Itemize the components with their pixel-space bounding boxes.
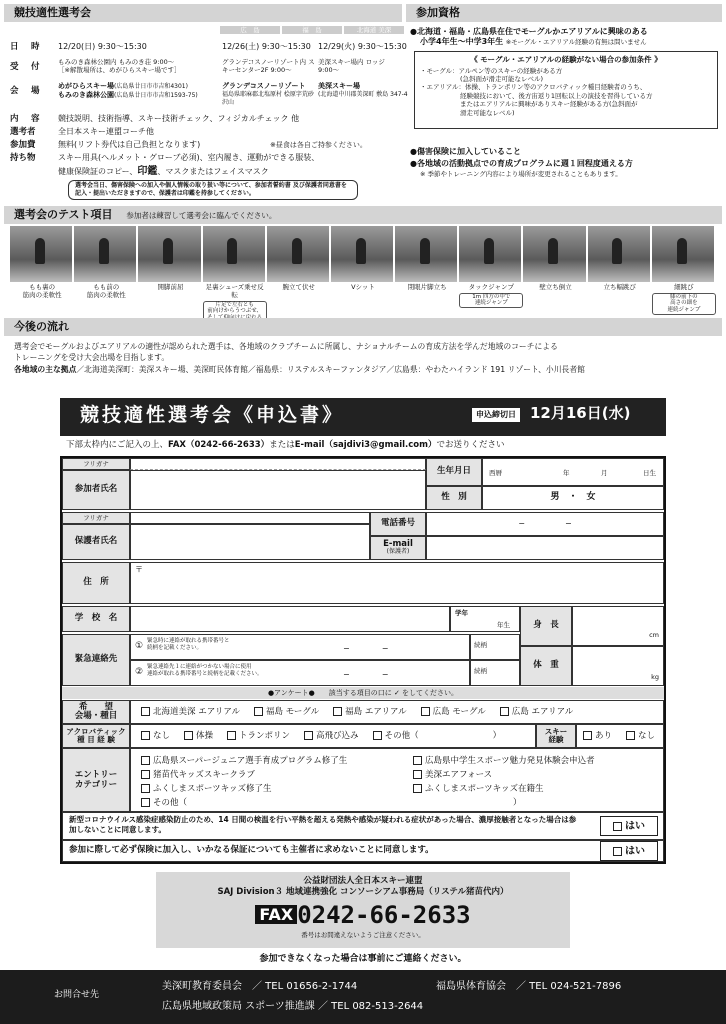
checkbox-label: 広島県スーパージュニア選手育成プログラム修了生: [153, 756, 348, 766]
checkbox-label: 猪苗代キッズスキークラブ: [153, 770, 255, 780]
test-caption: [652, 284, 716, 315]
fee-note: ※昼食は各自ご持参ください。: [270, 141, 367, 149]
checkbox[interactable]: [373, 731, 382, 740]
entry-options: [130, 748, 664, 812]
checkbox[interactable]: [413, 770, 422, 779]
fax-number: 0242-66-2633: [297, 901, 471, 930]
height-unit: cm: [649, 631, 659, 639]
acro-options: [130, 724, 536, 748]
eligibility: [410, 27, 722, 178]
test-label: もも裏の 筋肉の柔軟性: [22, 283, 62, 299]
test-label: 細跳び: [674, 283, 694, 291]
checkbox-label: 高飛び込み: [316, 731, 359, 741]
checkbox-label: 広島 モーグル: [432, 707, 486, 717]
sex-label: 性 別: [426, 486, 482, 510]
checkbox[interactable]: [141, 731, 150, 740]
test-label: Vシット: [351, 283, 375, 291]
fax-tag: FAX: [255, 905, 297, 924]
eligibility-note: ※モーグル・エアリアル経験の有無は問いません: [505, 38, 647, 47]
birth-field[interactable]: [482, 458, 664, 486]
birth-label: 生年月日: [426, 458, 482, 486]
checkbox-label: 福島 エアリアル: [345, 707, 407, 717]
instr-email[interactable]: E-mail（sajdivi3@gmail.com）: [294, 440, 437, 450]
checkbox-label: その他（: [384, 731, 419, 741]
test-caption: [267, 284, 331, 292]
test-sublabel: 膝の前下の 高さの細を 連続ジャンプ: [652, 293, 716, 315]
test-caption: [10, 284, 74, 300]
checkbox[interactable]: [304, 731, 313, 740]
checkbox-label: ふくしまスポーツキッズ修了生: [153, 784, 272, 794]
section-title-tests: [4, 206, 722, 224]
checkbox-option[interactable]: [227, 731, 290, 741]
tests-title: 選考会のテスト項目: [14, 208, 113, 221]
venue-header: 北海道 美深: [344, 26, 404, 34]
emergency-2-field[interactable]: [130, 660, 470, 686]
covid-checkbox[interactable]: [613, 822, 622, 831]
test-sublabel: 片足で左右とも 前向けからうつぶせ、: [203, 301, 267, 323]
bases-text: ／北海道美深町：美深スキー場、美深町民体育館／福島県：リステルスキーファンタジア／広島県：やわたハイランド 191 リゾート、小川長者館: [76, 364, 585, 374]
date-fukushima: 12/26(土) 9:30〜15:30: [222, 42, 311, 51]
org-box: [156, 872, 570, 948]
eligibility-2: ●傷害保険に加入していること: [410, 146, 521, 156]
year-label: 年: [563, 469, 570, 477]
address-field[interactable]: 〒: [130, 562, 664, 604]
condition-mogul-note: (急斜面が滑走可能なレベル): [460, 74, 544, 83]
checkbox-option[interactable]: [333, 707, 407, 717]
relation-label: 続柄: [474, 667, 487, 675]
condition-aerial-note: 滑走可能なレベル): [460, 108, 515, 117]
weight-unit: kg: [651, 673, 659, 681]
venue-address: (北海道中川郡美深町 敷島 347-4: [318, 91, 408, 99]
test-label: もも前の 筋肉の柔軟性: [86, 283, 126, 299]
fax-note: 番号はお間違えないようご注意ください。: [301, 931, 425, 940]
checkbox-option[interactable]: [421, 707, 486, 717]
email-field[interactable]: [426, 536, 664, 560]
date-hokkaido: 12/29(火) 9:30〜15:30: [318, 42, 407, 51]
em-number: ①: [135, 641, 144, 651]
em-number: ②: [135, 667, 144, 677]
test-caption: [74, 284, 138, 300]
month-label: 月: [601, 469, 608, 477]
venue-header: 福 島: [282, 26, 342, 34]
venue-name: もみのき森林公園: [58, 91, 114, 100]
deadline-label: 申込締切日: [472, 408, 520, 422]
test-label: 腕立て伏せ: [282, 283, 316, 291]
checkbox-option[interactable]: [141, 768, 347, 782]
checkbox-label: 美深エアフォース: [425, 770, 493, 780]
flow-text-1: 選考会でモーグルおよびエアリアルの適性が認められた選手は、各地域のクラブチームに所属し、ナショナルチームの育成方法を学んだ地域のコーチによる: [14, 342, 558, 351]
section-title-flow: 今後の流れ: [4, 318, 722, 336]
venue-address: (広島県廿日市市吉和1593-75): [114, 92, 198, 100]
org-office: SAJ Division３ 地域連携強化 コンソーシアム事務局（リステル猪苗代内）: [217, 887, 509, 898]
checkbox-label: なし: [638, 731, 656, 741]
checkbox[interactable]: [583, 731, 592, 740]
checkbox-option[interactable]: [254, 707, 319, 717]
checkbox-option[interactable]: [141, 754, 347, 768]
contact-hiroshima: 広島県地域政策局 スポーツ推進課 ／ TEL 082-513-2644: [162, 1001, 424, 1012]
items-note: 選考会当日、傷害保険への加入や個人情報の取り扱い等について、参加者誓約書 及び保護者同意書を記入・提出いただきますので、保護者は印鑑を持参してください。: [68, 180, 358, 200]
reception-text: もみのき森林公園内 もみのき荘 9:00〜: [58, 58, 175, 66]
survey-band: ●アンケート● 該当する項目の口に ✓ をしてください。: [62, 687, 664, 699]
checkbox-option[interactable]: [413, 754, 595, 768]
deadline-date: 12月16日(水): [530, 404, 631, 422]
section-title-eligibility: 参加資格: [406, 4, 722, 22]
grade-field[interactable]: [450, 606, 520, 632]
venue-address: (広島県廿日市市吉和4301): [114, 83, 188, 90]
furigana-label: フリガナ: [62, 512, 130, 524]
venue-name: 美深スキー場: [318, 82, 360, 90]
checkbox[interactable]: [254, 707, 263, 716]
em-dash: − −: [343, 670, 389, 679]
venue-hokkaido: [318, 82, 410, 99]
ski-label: スキー 経験: [536, 724, 576, 748]
conditions-title: 《 モーグル・エアリアルの経験がない場合の参加条件 》: [470, 54, 662, 64]
flow-text: [14, 341, 720, 375]
checkbox[interactable]: [333, 707, 342, 716]
venue-header: 広 島: [220, 26, 280, 34]
grade-unit: 年生: [497, 621, 510, 629]
checkbox[interactable]: [141, 784, 150, 793]
test-caption: [203, 284, 267, 322]
guardian-furigana-field[interactable]: [130, 512, 370, 524]
checkbox-option[interactable]: [184, 731, 213, 741]
condition-aerial-note: またはエアリアルに興味がありスキー経験がある方(急斜面が: [460, 100, 638, 109]
email-sub: (保護者): [386, 548, 410, 556]
guardian-name-field[interactable]: [130, 524, 370, 560]
venue-hiroshima: [58, 82, 223, 100]
paren-close: ）: [513, 798, 522, 808]
tests-note: 参加者は練習して選考会に臨んでください。: [126, 211, 277, 220]
em-note: 緊急時に連絡が取れる携帯番号と 続柄を記載ください。: [147, 638, 230, 652]
reception-hiroshima: [58, 58, 218, 75]
era-label: 西暦: [489, 469, 502, 477]
flow-text-2: トレーニングを受け大会出場を目指します。: [14, 353, 170, 363]
ski-options: [576, 724, 664, 748]
test-photo: [203, 226, 266, 282]
eligibility-3: ●各地域の活動拠点での育成プログラムに週１回程度通える方: [410, 159, 633, 169]
reception-label: 受 付: [10, 62, 42, 72]
checkbox[interactable]: [421, 707, 430, 716]
venue-name: グランデコスノーリゾート: [222, 82, 306, 90]
checkbox[interactable]: [141, 798, 150, 807]
guardian-name-label: 保護者氏名: [62, 524, 130, 560]
weight-field[interactable]: [572, 646, 664, 686]
emergency-1-field[interactable]: [130, 634, 470, 660]
checkbox-label: 福島 モーグル: [266, 707, 320, 717]
test-photo: [267, 226, 330, 282]
email-label: E-mail: [383, 539, 413, 550]
test-photo: [395, 226, 458, 282]
test-sublabel: 1m 四方の中で 連続ジャンプ: [459, 293, 523, 308]
address-label: 住 所: [62, 562, 130, 604]
condition-mogul: ・モーグル：アルペン等のスキーの経験がある方: [420, 66, 563, 75]
judge-text: 全日本スキー連盟コーチ他: [58, 127, 154, 136]
checkbox-option[interactable]: [413, 782, 595, 796]
height-field[interactable]: [572, 606, 664, 646]
test-caption: [331, 284, 395, 292]
test-photo: [523, 226, 586, 282]
eligibility-conditions: [414, 51, 718, 129]
test-photo: [138, 226, 201, 282]
relation-label: 続柄: [474, 641, 487, 649]
fee-label: 参加費: [10, 140, 36, 150]
yes-label: はい: [625, 845, 645, 857]
judge-label: 選考者: [10, 127, 36, 137]
school-field[interactable]: [130, 606, 450, 632]
covid-agreement: 新型コロナウイルス感染症感染防止のため、14 日間の検温を行い平熱を超える発熱や感染が疑われる症状があった場合、濃厚接触者となった場合は参加しないことに同意します。: [62, 812, 664, 840]
insurance-agreement: 参加に際して必ず保険に加入し、いかなる保証についても主催者に求めないことに同意します。: [62, 840, 664, 862]
checkbox[interactable]: [227, 731, 236, 740]
checkbox-label: 広島県中学生スポーツ魅力発見体験会申込者: [425, 756, 595, 766]
checkbox-option[interactable]: [304, 731, 359, 741]
instr-fax: FAX（0242-66-2633）: [168, 440, 270, 450]
checkbox[interactable]: [184, 731, 193, 740]
checkbox[interactable]: [141, 756, 150, 765]
form-title: 競技適性選考会《申込書》: [80, 404, 345, 426]
height-label: 身 長: [520, 606, 572, 646]
emergency-label: 緊急連絡先: [62, 634, 130, 686]
venue-fukushima: [222, 82, 318, 107]
participant-name-field[interactable]: [130, 470, 426, 510]
relation-1-field[interactable]: [470, 634, 520, 660]
checkbox-label: あり: [595, 731, 613, 741]
fee-text: 無料(リフト券代は自己負担となります): [58, 140, 201, 149]
checkbox-label: 広島 エアリアル: [511, 707, 574, 717]
checkbox-option[interactable]: [500, 707, 574, 717]
eligibility-grade: 小学4年生〜中学3年生: [420, 37, 504, 47]
test-label: タックジャンプ: [468, 283, 515, 291]
checkbox-option[interactable]: [373, 731, 419, 741]
test-photo: [652, 226, 715, 282]
condition-aerial-note: 経験競技において、後方宙返り1回転以上の演技を習得している方: [460, 91, 653, 100]
day-label: 日生: [643, 469, 656, 477]
cancel-note: 参加できなくなった場合は事前にご連絡ください。: [259, 954, 467, 964]
reception-hokkaido: 美深スキー場内 ロッジ 9:00〜: [318, 58, 385, 75]
checkbox-option[interactable]: [141, 731, 170, 741]
checkbox-option[interactable]: [413, 768, 595, 782]
checkbox-label: トランポリン: [239, 731, 291, 741]
entry-right-col: [413, 754, 595, 810]
checkbox-option[interactable]: [583, 731, 612, 741]
section-title-selection: 競技適性選考会: [4, 4, 402, 22]
weight-label: 体 重: [520, 646, 572, 686]
reception-fukushima: グランデコスノーリゾート内 スキーセンター2F 9:00〜: [222, 58, 315, 75]
venue-name: めがひらスキー場: [58, 82, 114, 90]
checkbox-option[interactable]: [141, 707, 240, 717]
entry-label: エントリー カテゴリー: [62, 748, 130, 812]
furigana-label: フリガナ: [62, 458, 130, 470]
checkbox[interactable]: [141, 707, 150, 716]
org-fax: [156, 900, 570, 931]
entry-left-col: [141, 754, 347, 810]
checkbox-label: なし: [153, 731, 171, 741]
email-label-box: [370, 536, 426, 560]
acro-label: アクロバティック 種 目 経 験: [62, 724, 130, 748]
contact-fukushima: 福島県体育協会 ／ TEL 024-521-7896: [436, 981, 622, 992]
test-photo: [10, 226, 73, 282]
reception-note: ［※解散場所は、めがひらスキー場です］: [58, 66, 181, 75]
school-label: 学 校 名: [62, 606, 130, 632]
content-text: 競技説明、技術指導、スキー技術チェック、フィジカルチェック 他: [58, 114, 300, 123]
test-label: 開脚前屈: [157, 283, 184, 291]
test-label: 壁立ち倒立: [539, 283, 572, 291]
phone-field[interactable]: − −: [426, 512, 664, 536]
checkbox-option[interactable]: [141, 782, 347, 796]
checkbox-label: ふくしまスポーツキッズ在籍生: [425, 784, 544, 794]
test-caption: [588, 284, 652, 292]
instr-text: でお送りください: [436, 440, 505, 450]
covid-yes-box[interactable]: [600, 816, 658, 836]
hope-label: 希 望 会場・種目: [62, 700, 130, 724]
test-caption: [395, 284, 459, 292]
checkbox-option[interactable]: [141, 796, 347, 810]
sex-field[interactable]: 男 ・ 女: [482, 486, 664, 510]
venue-address: 福島県耶麻郡北塩原村 桧原字荒砂沢山: [222, 91, 314, 106]
test-label: 閉眼片脚立ち: [407, 283, 447, 291]
participant-furigana-field[interactable]: [130, 458, 426, 470]
eligibility-1: ●北海道・福島・広島県在住でモーグルかエアリアルに興味のある: [410, 27, 648, 36]
test-photo: [331, 226, 394, 282]
hope-options: [130, 700, 664, 724]
paren-close: ）: [492, 731, 502, 741]
checkbox-option[interactable]: [626, 731, 655, 741]
items-label: 持ち物: [10, 153, 36, 163]
insurance-yes-box[interactable]: [600, 841, 658, 861]
form-header: [60, 398, 666, 436]
participant-name-label: 参加者氏名: [62, 470, 130, 510]
items-part: 健康保険証のコピー、: [58, 167, 138, 176]
test-caption: [523, 284, 587, 292]
checkbox[interactable]: [141, 770, 150, 779]
yes-label: はい: [625, 820, 645, 832]
em-note: 緊急連絡先１に連絡がつかない場合に使用 連絡が取れる携帯番号と続柄を記載ください。: [147, 664, 263, 678]
contact-footer: [0, 970, 726, 1024]
condition-aerial: ・エアリアル：体操、トランポリン等のアクロバティック種目経験者のうち、: [420, 83, 647, 92]
grade-label: 学年: [455, 609, 468, 617]
phone-label: 電話番号: [370, 512, 426, 536]
date-hiroshima: 12/20(日) 9:30〜15:30: [58, 42, 147, 51]
test-caption: [138, 284, 202, 292]
instr-text: 下部太枠内にご記入の上、: [66, 440, 169, 450]
checkbox-label: その他（: [153, 798, 188, 808]
checkbox[interactable]: [500, 707, 509, 716]
items-text-1: スキー用具(ヘルメット・グローブ必須)、室内履き、運動ができる服装、: [58, 153, 320, 162]
items-seal: 印鑑: [137, 166, 158, 177]
items-text-2: [58, 165, 269, 178]
test-label: 足裏シューズ乗せ反転: [205, 283, 264, 299]
instr-text: または: [269, 440, 295, 450]
relation-2-field[interactable]: [470, 660, 520, 686]
venue-label: 会 場: [10, 86, 42, 96]
contact-bifuka: 美深町教育委員会 ／ TEL 01656-2-1744: [162, 981, 358, 992]
test-photo: [588, 226, 651, 282]
checkbox[interactable]: [413, 784, 422, 793]
checkbox-label: 体操: [196, 731, 214, 741]
eligibility-3-note: ※ 季節やトレーニング内容により場所が変更されることもあります。: [420, 169, 622, 178]
date-label: 日 時: [10, 42, 42, 52]
checkbox-label: 北海道美深 エアリアル: [153, 707, 241, 717]
contact-label: お問合せ先: [54, 990, 100, 1000]
org-name: 公益財団法人全日本スキー連盟: [303, 876, 423, 886]
bases-label: 各地域の主な拠点: [14, 364, 77, 374]
em-dash: − −: [343, 644, 389, 653]
test-caption: [459, 284, 523, 308]
form-instruction: [66, 440, 666, 451]
venue-headers: [220, 26, 404, 34]
checkbox[interactable]: [626, 731, 635, 740]
test-label: 立ち幅跳び: [603, 283, 636, 291]
insurance-checkbox[interactable]: [613, 847, 622, 856]
test-photo: [74, 226, 137, 282]
test-photo: [459, 226, 522, 282]
items-part: 、マスクまたはフェイスマスク: [157, 167, 269, 176]
checkbox[interactable]: [413, 756, 422, 765]
content-label: 内 容: [10, 114, 42, 124]
